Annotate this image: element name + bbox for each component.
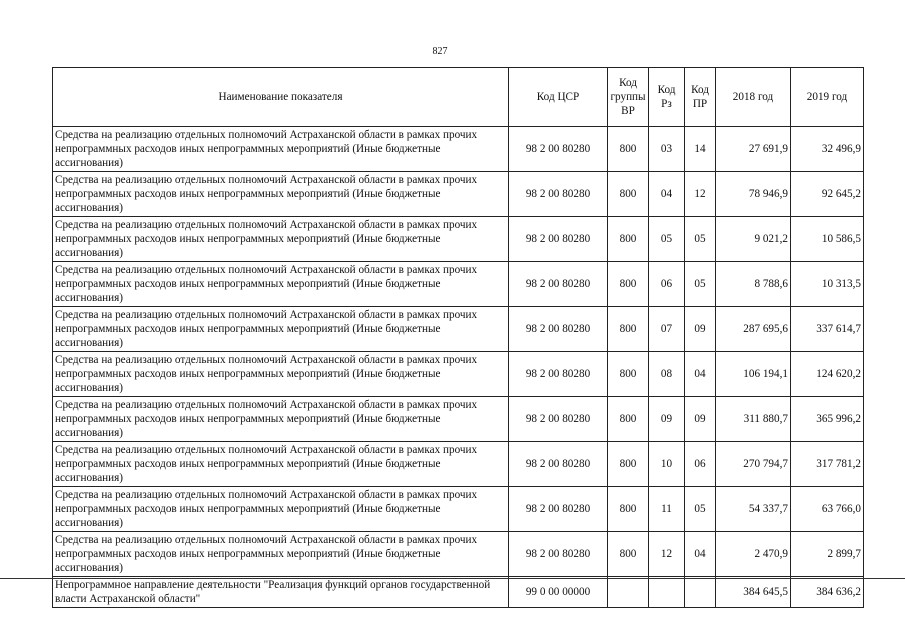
cell-vr: 800 <box>608 352 649 397</box>
cell-2019: 317 781,2 <box>791 442 864 487</box>
cell-name: Средства на реализацию отдельных полномочий Астраханской области в рамках прочих непрограммных расходов иных непрограммных мероприятий (Иные бюджетные ассигнования) <box>53 532 509 577</box>
cell-vr: 800 <box>608 307 649 352</box>
table-row <box>53 127 864 172</box>
cell-2019: 63 766,0 <box>791 487 864 532</box>
header-2019: 2019 год <box>791 68 864 127</box>
cell-2018: 106 194,1 <box>716 352 791 397</box>
cell-2019: 10 313,5 <box>791 262 864 307</box>
cell-2018: 287 695,6 <box>716 307 791 352</box>
cell-rz: 12 <box>649 532 685 577</box>
cell-csr: 98 2 00 80280 <box>509 397 608 442</box>
cell-name: Средства на реализацию отдельных полномочий Астраханской области в рамках прочих непрограммных расходов иных непрограммных мероприятий (Иные бюджетные ассигнования) <box>53 307 509 352</box>
cell-rz: 07 <box>649 307 685 352</box>
cell-pr: 05 <box>685 217 716 262</box>
cell-2018: 27 691,9 <box>716 127 791 172</box>
cell-2018: 54 337,7 <box>716 487 791 532</box>
cell-vr: 800 <box>608 532 649 577</box>
cell-pr: 09 <box>685 397 716 442</box>
cell-name: Средства на реализацию отдельных полномочий Астраханской области в рамках прочих непрограммных расходов иных непрограммных мероприятий (Иные бюджетные ассигнования) <box>53 352 509 397</box>
cell-name: Средства на реализацию отдельных полномочий Астраханской области в рамках прочих непрограммных расходов иных непрограммных мероприятий (Иные бюджетные ассигнования) <box>53 172 509 217</box>
cell-rz: 11 <box>649 487 685 532</box>
cell-pr: 05 <box>685 262 716 307</box>
cell-2019: 337 614,7 <box>791 307 864 352</box>
cell-rz: 10 <box>649 442 685 487</box>
cell-name: Средства на реализацию отдельных полномочий Астраханской области в рамках прочих непрограммных расходов иных непрограммных мероприятий (Иные бюджетные ассигнования) <box>53 217 509 262</box>
table-row <box>53 307 864 352</box>
cell-vr: 800 <box>608 127 649 172</box>
cell-vr: 800 <box>608 397 649 442</box>
cell-2018: 270 794,7 <box>716 442 791 487</box>
header-name: Наименование показателя <box>53 68 509 127</box>
page-number: 827 <box>432 46 448 57</box>
cell-rz: 04 <box>649 172 685 217</box>
cell-pr: 09 <box>685 307 716 352</box>
cell-2018: 384 645,5 <box>716 577 791 608</box>
cell-name: Средства на реализацию отдельных полномочий Астраханской области в рамках прочих непрограммных расходов иных непрограммных мероприятий (Иные бюджетные ассигнования) <box>53 442 509 487</box>
table-row <box>53 397 864 442</box>
table-row <box>53 487 864 532</box>
cell-pr <box>685 577 716 608</box>
header-rz: Код Рз <box>649 68 685 127</box>
cell-2019: 2 899,7 <box>791 532 864 577</box>
cell-2018: 78 946,9 <box>716 172 791 217</box>
cell-csr: 98 2 00 80280 <box>509 532 608 577</box>
cell-vr: 800 <box>608 217 649 262</box>
cell-vr: 800 <box>608 262 649 307</box>
cell-rz <box>649 577 685 608</box>
cell-pr: 04 <box>685 352 716 397</box>
cell-csr: 99 0 00 00000 <box>509 577 608 608</box>
table-header-row <box>53 68 864 127</box>
scan-line <box>0 578 905 579</box>
cell-2019: 92 645,2 <box>791 172 864 217</box>
cell-rz: 05 <box>649 217 685 262</box>
cell-vr <box>608 577 649 608</box>
cell-2018: 2 470,9 <box>716 532 791 577</box>
table-row <box>53 577 864 608</box>
cell-rz: 06 <box>649 262 685 307</box>
cell-csr: 98 2 00 80280 <box>509 307 608 352</box>
cell-name: Средства на реализацию отдельных полномочий Астраханской области в рамках прочих непрограммных расходов иных непрограммных мероприятий (Иные бюджетные ассигнования) <box>53 127 509 172</box>
cell-2018: 9 021,2 <box>716 217 791 262</box>
cell-2019: 365 996,2 <box>791 397 864 442</box>
table-row <box>53 217 864 262</box>
cell-vr: 800 <box>608 442 649 487</box>
cell-csr: 98 2 00 80280 <box>509 262 608 307</box>
header-csr: Код ЦСР <box>509 68 608 127</box>
header-pr: Код ПР <box>685 68 716 127</box>
cell-rz: 08 <box>649 352 685 397</box>
cell-csr: 98 2 00 80280 <box>509 217 608 262</box>
cell-pr: 06 <box>685 442 716 487</box>
cell-2018: 311 880,7 <box>716 397 791 442</box>
table-row <box>53 532 864 577</box>
cell-csr: 98 2 00 80280 <box>509 172 608 217</box>
cell-pr: 04 <box>685 532 716 577</box>
cell-2019: 10 586,5 <box>791 217 864 262</box>
cell-2019: 124 620,2 <box>791 352 864 397</box>
cell-2019: 384 636,2 <box>791 577 864 608</box>
cell-rz: 09 <box>649 397 685 442</box>
header-vr: Код группы ВР <box>608 68 649 127</box>
cell-csr: 98 2 00 80280 <box>509 487 608 532</box>
header-2018: 2018 год <box>716 68 791 127</box>
table-row <box>53 262 864 307</box>
cell-pr: 14 <box>685 127 716 172</box>
cell-pr: 12 <box>685 172 716 217</box>
cell-name: Непрограммное направление деятельности "Реализация функций органов государственной власти Астраханской области" <box>53 577 509 608</box>
cell-name: Средства на реализацию отдельных полномочий Астраханской области в рамках прочих непрограммных расходов иных непрограммных мероприятий (Иные бюджетные ассигнования) <box>53 397 509 442</box>
table-row <box>53 352 864 397</box>
cell-name: Средства на реализацию отдельных полномочий Астраханской области в рамках прочих непрограммных расходов иных непрограммных мероприятий (Иные бюджетные ассигнования) <box>53 487 509 532</box>
cell-vr: 800 <box>608 487 649 532</box>
cell-2019: 32 496,9 <box>791 127 864 172</box>
table-row <box>53 442 864 487</box>
cell-name: Средства на реализацию отдельных полномочий Астраханской области в рамках прочих непрограммных расходов иных непрограммных мероприятий (Иные бюджетные ассигнования) <box>53 262 509 307</box>
cell-csr: 98 2 00 80280 <box>509 442 608 487</box>
table-row <box>53 172 864 217</box>
budget-table <box>52 67 864 608</box>
cell-vr: 800 <box>608 172 649 217</box>
cell-pr: 05 <box>685 487 716 532</box>
cell-2018: 8 788,6 <box>716 262 791 307</box>
cell-csr: 98 2 00 80280 <box>509 352 608 397</box>
cell-rz: 03 <box>649 127 685 172</box>
cell-csr: 98 2 00 80280 <box>509 127 608 172</box>
